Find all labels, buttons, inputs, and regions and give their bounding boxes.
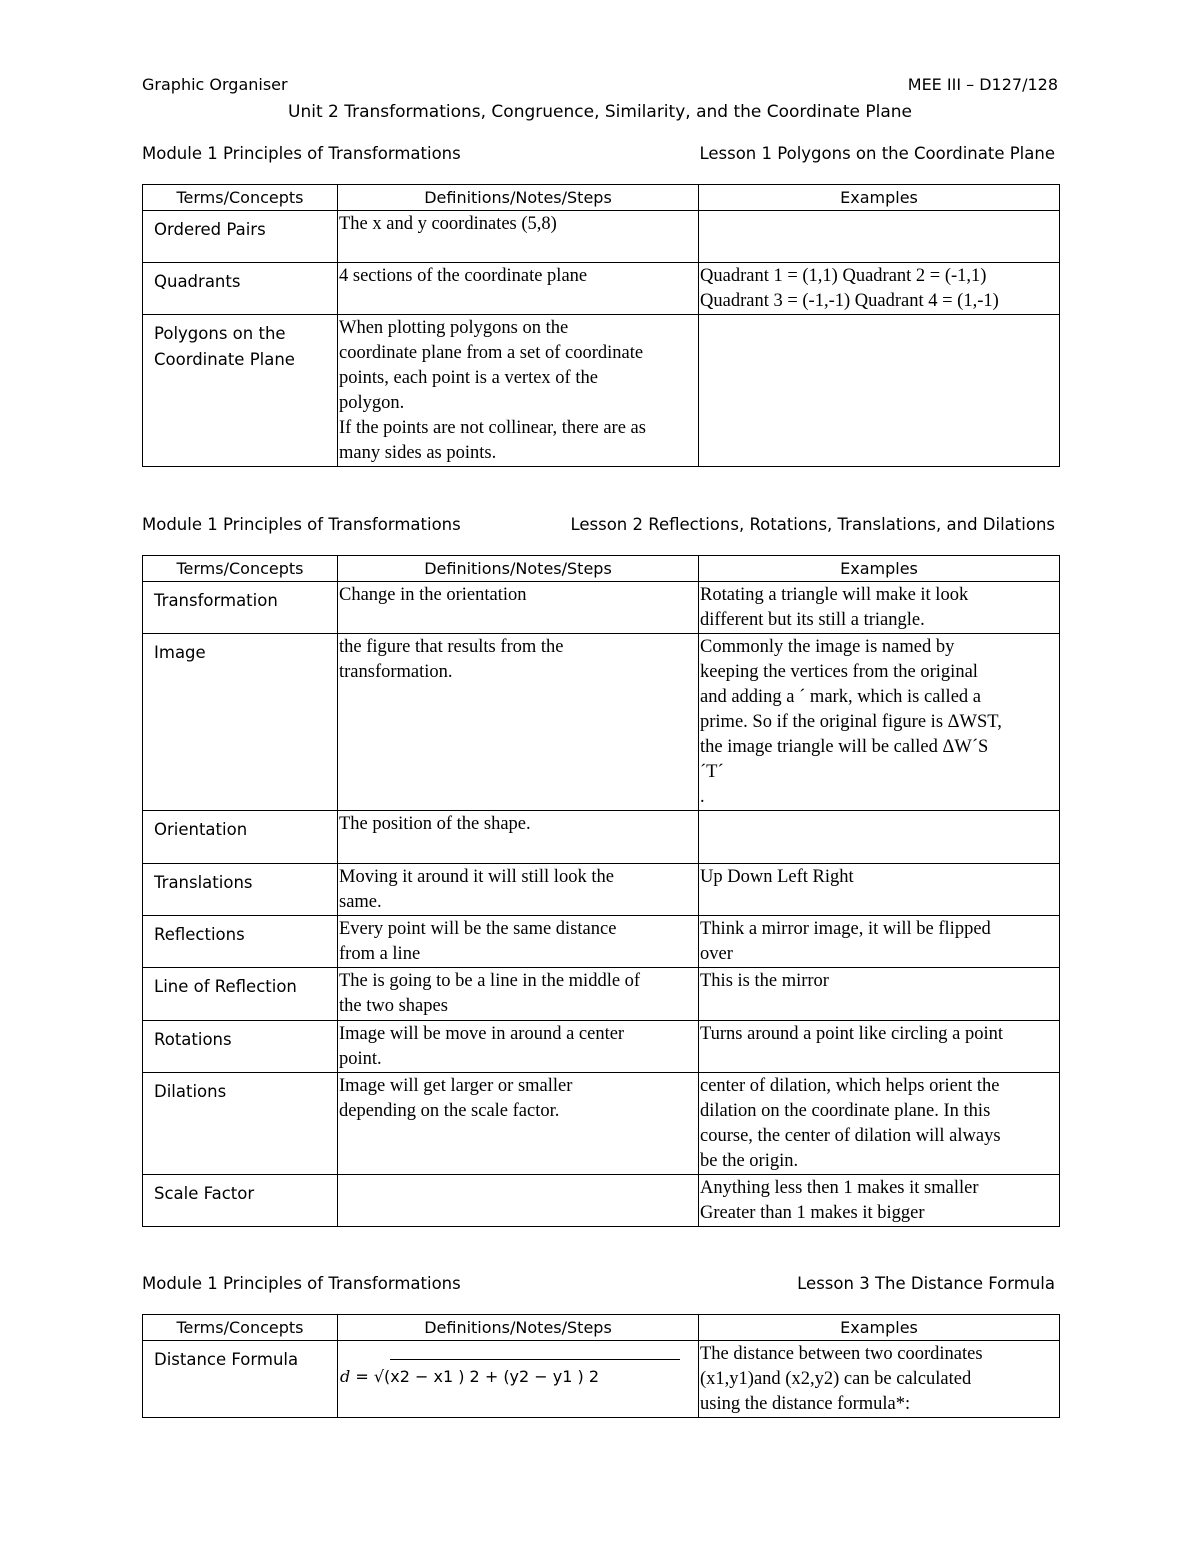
formula-d: d (340, 1367, 351, 1386)
example-cell (699, 315, 1060, 467)
formula-expression (340, 1367, 599, 1386)
example-cell: Turns around a point like circling a point (699, 1021, 1060, 1073)
table-row (143, 1073, 1060, 1175)
example-cell: center of dilation, which helps orient the dilation on the coordinate plane. In this course, the center of dilation will always be the origin. (699, 1073, 1060, 1175)
table-row (143, 864, 1060, 916)
table-row (143, 811, 1060, 864)
example-cell: Up Down Left Right (699, 864, 1060, 916)
term-cell: Line of Reflection (143, 968, 338, 1021)
term-cell: Scale Factor (143, 1175, 338, 1227)
definition-cell (338, 1175, 699, 1227)
col-header-definitions: Definitions/Notes/Steps (338, 1315, 699, 1341)
lesson3-title: Lesson 3 The Distance Formula (797, 1274, 1055, 1293)
definition-cell: The position of the shape. (338, 811, 699, 864)
header-left: Graphic Organiser (142, 75, 288, 94)
definition-cell: Every point will be the same distance from a line (338, 916, 699, 968)
table-row (143, 263, 1060, 315)
table-row (143, 916, 1060, 968)
term-cell: Polygons on the Coordinate Plane (143, 315, 338, 467)
lesson3-heading (142, 1274, 1055, 1298)
table-row (143, 315, 1060, 467)
term-cell: Translations (143, 864, 338, 916)
table-row (143, 1341, 1060, 1418)
definition-cell: Image will get larger or smaller depending on the scale factor. (338, 1073, 699, 1175)
lesson2-table (142, 555, 1060, 1227)
table-row (143, 968, 1060, 1021)
lesson2-title: Lesson 2 Reflections, Rotations, Translations, and Dilations (570, 515, 1055, 534)
example-cell: Think a mirror image, it will be flipped over (699, 916, 1060, 968)
example-cell: This is the mirror (699, 968, 1060, 1021)
lesson2-module: Module 1 Principles of Transformations (142, 515, 461, 534)
lesson1-title: Lesson 1 Polygons on the Coordinate Plane (699, 144, 1055, 163)
definition-cell: 4 sections of the coordinate plane (338, 263, 699, 315)
term-cell: Transformation (143, 582, 338, 634)
term-cell: Quadrants (143, 263, 338, 315)
table-row (143, 634, 1060, 811)
header-right: MEE III – D127/128 (907, 75, 1058, 94)
unit-title: Unit 2 Transformations, Congruence, Similarity, and the Coordinate Plane (288, 102, 912, 122)
definition-cell: the figure that results from the transformation. (338, 634, 699, 811)
definition-cell: Image will be move in around a center point. (338, 1021, 699, 1073)
term-cell: Rotations (143, 1021, 338, 1073)
table-header-row (143, 185, 1060, 211)
lesson1-module: Module 1 Principles of Transformations (142, 144, 461, 163)
example-cell: The distance between two coordinates (x1,y1)and (x2,y2) can be calculated using the distance formula*: (699, 1341, 1060, 1418)
table-row (143, 211, 1060, 263)
table-row (143, 1175, 1060, 1227)
definition-cell: When plotting polygons on the coordinate plane from a set of coordinate points, each point is a vertex of the polygon. If the points are not collinear, there are as many sides as points. (338, 315, 699, 467)
term-cell: Reflections (143, 916, 338, 968)
example-cell: Commonly the image is named by keeping the vertices from the original and adding a ´ mark, which is called a prime. So if the original figure is ΔWST, the image triangle will be called ΔW´S ´T´ . (699, 634, 1060, 811)
col-header-examples: Examples (699, 1315, 1060, 1341)
term-cell: Ordered Pairs (143, 211, 338, 263)
formula-rest: = √(x2 − x1 ) 2 + (y2 − y1 ) 2 (350, 1367, 600, 1386)
col-header-terms: Terms/Concepts (143, 185, 338, 211)
col-header-examples: Examples (699, 556, 1060, 582)
term-cell: Image (143, 634, 338, 811)
example-cell: Quadrant 1 = (1,1) Quadrant 2 = (-1,1) Quadrant 3 = (-1,-1) Quadrant 4 = (1,-1) (699, 263, 1060, 315)
col-header-examples: Examples (699, 185, 1060, 211)
example-cell: Anything less then 1 makes it smaller Greater than 1 makes it bigger (699, 1175, 1060, 1227)
definition-cell: The is going to be a line in the middle of the two shapes (338, 968, 699, 1021)
term-cell: Dilations (143, 1073, 338, 1175)
term-cell: Distance Formula (143, 1341, 338, 1418)
lesson2-heading (142, 515, 1055, 539)
lesson1-heading (142, 144, 1055, 168)
example-cell (699, 211, 1060, 263)
lesson1-table (142, 184, 1060, 467)
example-cell (699, 811, 1060, 864)
definition-cell: Moving it around it will still look the same. (338, 864, 699, 916)
definition-cell (338, 1341, 699, 1418)
col-header-terms: Terms/Concepts (143, 556, 338, 582)
radical-bar (390, 1359, 680, 1360)
table-row (143, 1021, 1060, 1073)
distance-formula (338, 1341, 698, 1411)
col-header-terms: Terms/Concepts (143, 1315, 338, 1341)
term-cell: Orientation (143, 811, 338, 864)
example-cell: Rotating a triangle will make it look different but its still a triangle. (699, 582, 1060, 634)
table-header-row (143, 556, 1060, 582)
definition-cell: The x and y coordinates (5,8) (338, 211, 699, 263)
col-header-definitions: Definitions/Notes/Steps (338, 556, 699, 582)
lesson3-table (142, 1314, 1060, 1418)
table-header-row (143, 1315, 1060, 1341)
table-row (143, 582, 1060, 634)
col-header-definitions: Definitions/Notes/Steps (338, 185, 699, 211)
lesson3-module: Module 1 Principles of Transformations (142, 1274, 461, 1293)
definition-cell: Change in the orientation (338, 582, 699, 634)
